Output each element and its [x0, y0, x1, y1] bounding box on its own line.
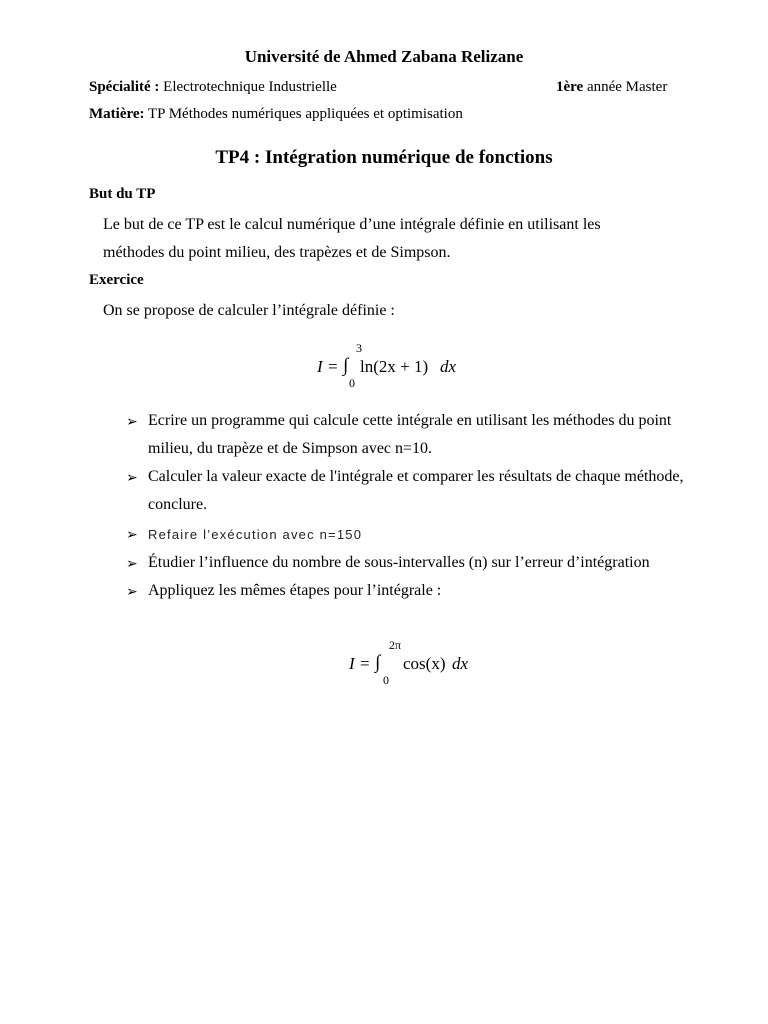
- level-bold: 1ère: [556, 79, 584, 95]
- formula-1-eq: =: [328, 357, 338, 376]
- specialite-label: Spécialité :: [89, 79, 160, 95]
- task-2-line-2: conclure.: [148, 496, 208, 513]
- task-1-line-1: Ecrire un programme qui calcule cette intégrale en utilisant les méthodes du point: [148, 412, 672, 429]
- integral-sign-1: ∫: [343, 355, 349, 376]
- formula-2-dx: dx: [452, 654, 469, 673]
- goal-heading: But du TP: [89, 186, 156, 202]
- formula-2-upper: 2π: [389, 638, 402, 652]
- formula-2-integrand: cos(x): [403, 654, 446, 673]
- formula-1-lhs: I: [317, 357, 323, 376]
- matiere-label: Matière:: [89, 106, 145, 122]
- matiere-line: [89, 106, 463, 123]
- exercise-intro: On se propose de calculer l’intégrale définie :: [103, 302, 395, 319]
- bullet-arrow-icon: ➢: [126, 471, 138, 486]
- task-5-line-1: Appliquez les mêmes étapes pour l’intégrale :: [148, 582, 442, 599]
- formula-2-lhs: I: [349, 654, 355, 673]
- formula-1-dx: dx: [440, 357, 457, 376]
- integral-sign-2: ∫: [375, 652, 381, 673]
- matiere-value: TP Méthodes numériques appliquées et optimisation: [144, 106, 463, 122]
- level-rest: année Master: [583, 79, 668, 95]
- formula-1-lower: 0: [349, 376, 355, 390]
- formula-2-eq: =: [360, 654, 370, 673]
- task-4-line-1: Étudier l’influence du nombre de sous-intervalles (n) sur l’erreur d’intégration: [148, 554, 650, 571]
- task-2-line-1: Calculer la valeur exacte de l'intégrale et comparer les résultats de chaque méthode,: [148, 468, 684, 485]
- specialite-line: [89, 79, 337, 96]
- task-3-line-1: Refaire l’exécution avec n=150: [148, 527, 363, 542]
- formula-1-upper: 3: [356, 341, 362, 355]
- formula-2-lower: 0: [383, 673, 389, 687]
- specialite-value: Electrotechnique Industrielle: [159, 79, 337, 95]
- bullet-arrow-icon: ➢: [126, 557, 138, 572]
- exercise-heading: Exercice: [89, 272, 144, 288]
- goal-line-1: Le but de ce TP est le calcul numérique d’une intégrale définie en utilisant les: [103, 216, 601, 233]
- bullet-arrow-icon: ➢: [126, 415, 138, 430]
- bullet-arrow-icon: ➢: [126, 585, 138, 600]
- bullet-arrow-icon: ➢: [126, 528, 138, 543]
- tp-title: TP4 : Intégration numérique de fonctions: [215, 147, 553, 168]
- goal-line-2: méthodes du point milieu, des trapèzes et de Simpson.: [103, 244, 451, 261]
- task-1-line-2: milieu, du trapèze et de Simpson avec n=10.: [148, 440, 433, 457]
- level-line: [556, 79, 667, 96]
- university-name: Université de Ahmed Zabana Relizane: [244, 47, 524, 66]
- formula-1-integrand: ln(2x + 1): [360, 357, 429, 376]
